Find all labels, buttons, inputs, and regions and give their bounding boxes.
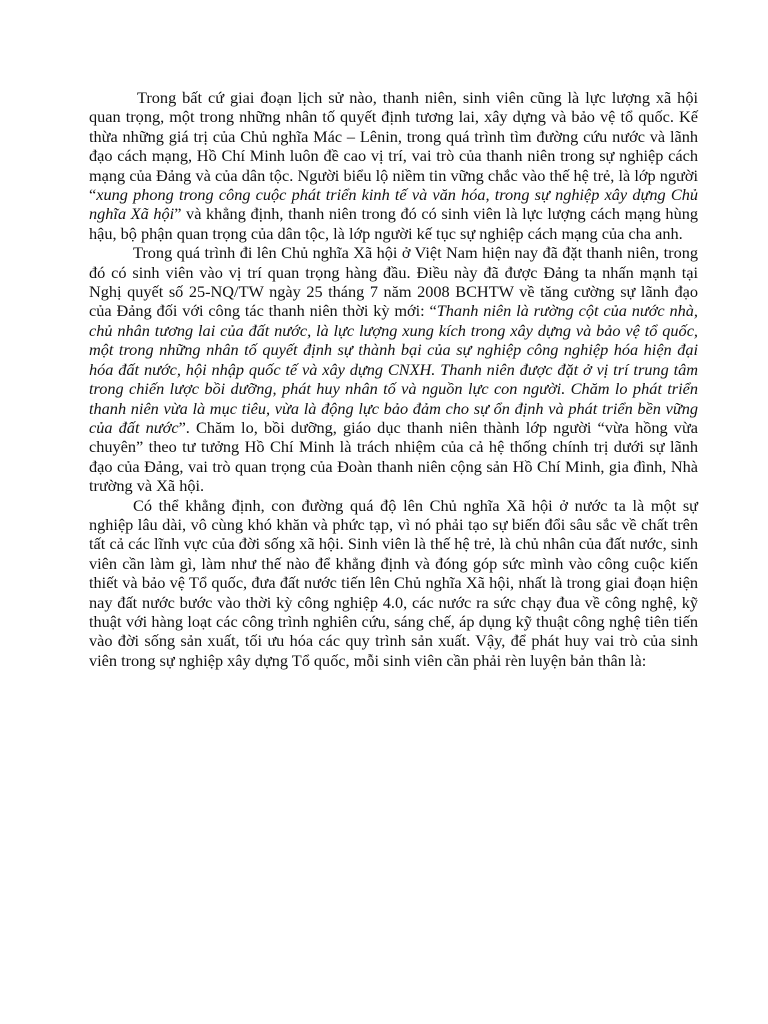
paragraph-2-quote: Thanh niên là rường cột của nước nhà, chủ nhân tương lai của đất nước, là lực lượng xung kích trong xây dựng và bảo vệ tổ quốc, một trong những nhân tố quyết định sự thành bại của sự nghiệp công nghiệp hóa hiện đại hóa đất nước, hội nhập quốc tế và xây dựng CNXH. Thanh niên được đặt ở vị trí trung tâm trong chiến lược bồi dưỡng, phát huy nhân tố và nguồn lực con người. Chăm lo phát triển thanh niên vừa là mục tiêu, vừa là động lực bảo đảm cho sự ổn định và phát triển bền vững của đất nước xyxy=(89,301,698,437)
paragraph-1-text-b: ” và khẳng định, thanh niên trong đó có sinh viên là lực lượng cách mạng hùng hậu, bộ phận quan trọng của dân tộc, là lớp người kế tục sự nghiệp cách mạng của cha anh. xyxy=(89,204,698,243)
paragraph-1 xyxy=(89,88,698,243)
paragraph-2-text-b: ”. Chăm lo, bồi dưỡng, giáo dục thanh niên thành lớp người “vừa hồng vừa chuyên” theo tư tưởng Hồ Chí Minh là trách nhiệm của cả hệ thống chính trị dưới sự lãnh đạo của Đảng, vai trò quan trọng của Đoàn thanh niên cộng sản Hồ Chí Minh, gia đình, Nhà trường và Xã hội. xyxy=(89,417,698,496)
paragraph-3-text: Có thể khẳng định, con đường quá độ lên Chủ nghĩa Xã hội ở nước ta là một sự nghiệp lâu dài, vô cùng khó khăn và phức tạp, vì nó phải tạo sự biến đổi sâu sắc về chất trên tất cả các lĩnh vực của đời sống xã hội. Sinh viên là thế hệ trẻ, là chủ nhân của đất nước, sinh viên cần làm gì, làm như thế nào để khẳng định và đóng góp sức mình vào công cuộc kiến thiết và bảo vệ Tổ quốc, đưa đất nước tiến lên Chủ nghĩa Xã hội, nhất là trong giai đoạn hiện nay đất nước bước vào thời kỳ công nghiệp 4.0, các nước ra sức chạy đua về công nghệ, kỹ thuật với hàng loạt các công trình nghiên cứu, sáng chế, áp dụng kỹ thuật công nghệ tiên tiến vào đời sống sản xuất, tối ưu hóa các quy trình sản xuất. Vậy, để phát huy vai trò của sinh viên trong sự nghiệp xây dựng Tổ quốc, mỗi sinh viên cần phải rèn luyện bản thân là: xyxy=(89,495,698,670)
paragraph-2-text-a: Trong quá trình đi lên Chủ nghĩa Xã hội ở Việt Nam hiện nay đã đặt thanh niên, trong đó có sinh viên vào vị trí quan trọng hàng đầu. Điều này đã được Đảng ta nhấn mạnh tại Nghị quyết số 25-NQ/TW ngày 25 tháng 7 năm 2008 BCHTW về tăng cường sự lãnh đạo của Đảng đối với công tác thanh niên thời kỳ mới: “ xyxy=(89,243,698,321)
paragraph-1-quote: xung phong trong công cuộc phát triển kinh tế và văn hóa, trong sự nghiệp xây dựng Chủ nghĩa Xã hội xyxy=(89,185,698,224)
paragraph-3 xyxy=(89,496,698,671)
paragraph-1-text-a: Trong bất cứ giai đoạn lịch sử nào, thanh niên, sinh viên cũng là lực lượng xã hội quan trọng, một trong những nhân tố quyết định tương lai, xây dựng và bảo vệ tổ quốc. Kế thừa những giá trị của Chủ nghĩa Mác – Lênin, trong quá trình tìm đường cứu nước và lãnh đạo cách mạng, Hồ Chí Minh luôn đề cao vị trí, vai trò của thanh niên trong sự nghiệp cách mạng của Đảng và của dân tộc. Người biểu lộ niềm tin vững chắc vào thế hệ trẻ, là lớp người “ xyxy=(89,88,698,205)
paragraph-2 xyxy=(89,243,698,495)
